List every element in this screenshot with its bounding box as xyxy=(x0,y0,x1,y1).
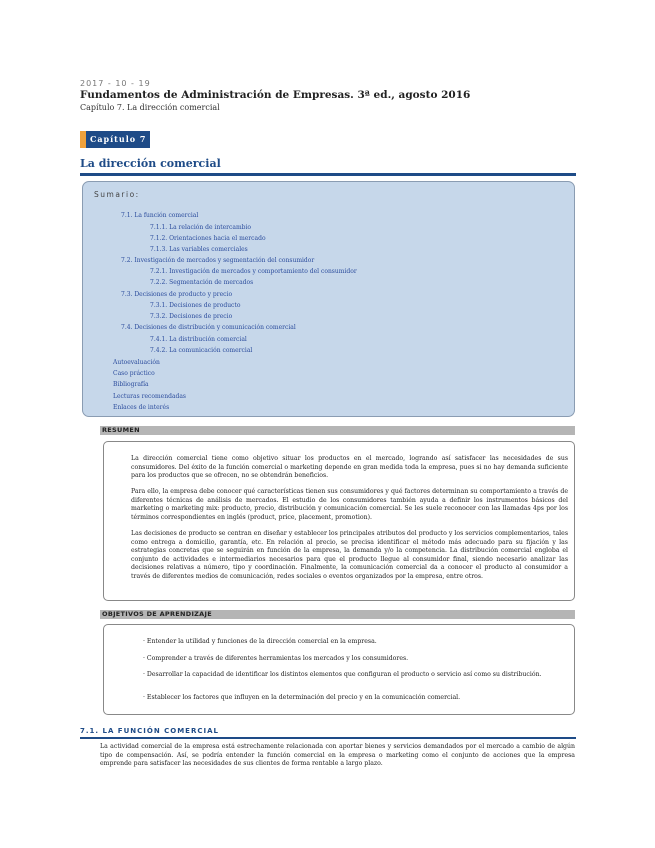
toc-item-7-4-2[interactable]: 7.4.2. La comunicación comercial xyxy=(150,347,253,354)
summary-label: Sumario: xyxy=(94,190,140,199)
section-7-1-divider xyxy=(80,737,576,739)
toc-item-7-4-1[interactable]: 7.4.1. La distribución comercial xyxy=(150,336,247,343)
publication-date: 2017 - 10 - 19 xyxy=(80,79,151,88)
objetivo-item-3: · Desarrollar la capacidad de identificar los distintos elementos que configuran el producto o servicio así como su distribución. xyxy=(143,671,542,678)
section-7-1-heading: 7.1. LA FUNCIÓN COMERCIAL xyxy=(80,727,219,735)
resumen-paragraph-3: Las decisiones de producto se centran en diseñar y establecer los principales atributos del producto y los servicios complementarios, tales como entrega a domicilio, garantía, etc. En relación al precio, se precisa identificar el método más adecuado para su fijación y las estrategias concretas que se seguirán en función de la empresa, la demanda y/o la competencia. La distribución comercial engloba el conjunto de actividades e intermediarios necesarios para que el producto llegue al consumidor final, siendo necesario analizar las decisiones relativas a número, tipo y coordinación. Finalmente, la comunicación comercial da a conocer el producto al consumidor a través de diferentes medios de comunicación, redes sociales o eventos organizados por la empresa, entre otros. xyxy=(131,530,568,580)
resumen-label: RESUMEN xyxy=(102,426,140,434)
toc-item-autoevaluacion[interactable]: Autoevaluación xyxy=(113,359,160,366)
resumen-bar xyxy=(100,426,575,435)
objetivo-item-4: · Establecer los factores que influyen en la determinación del precio y en la comunicación comercial. xyxy=(143,694,461,701)
book-title: Fundamentos de Administración de Empresas. 3ª ed., agosto 2016 xyxy=(80,89,471,101)
toc-item-7-1-3[interactable]: 7.1.3. Las variables comerciales xyxy=(150,246,248,253)
toc-item-7-2[interactable]: 7.2. Investigación de mercados y segmentación del consumidor xyxy=(121,257,315,264)
section-7-1-paragraph: La actividad comercial de la empresa está estrechamente relacionada con aportar bienes y servicios demandados por el mercado a cambio de algún tipo de compensación. Así, se podría entender la función comercial en la empresa o marketing como el conjunto de acciones que la empresa emprende para satisfacer las necesidades de sus clientes de forma rentable a largo plazo. xyxy=(100,743,575,768)
chapter-subtitle: Capítulo 7. La dirección comercial xyxy=(80,103,220,112)
title-divider xyxy=(80,173,576,176)
toc-item-7-3-2[interactable]: 7.3.2. Decisiones de precio xyxy=(150,313,233,320)
objetivo-item-2: · Comprender a través de diferentes herramientas los mercados y los consumidores. xyxy=(143,655,409,662)
objetivos-bar xyxy=(100,610,575,619)
chapter-title: La dirección comercial xyxy=(80,157,221,170)
toc-item-7-2-2[interactable]: 7.2.2. Segmentación de mercados xyxy=(150,279,254,286)
toc-item-7-3[interactable]: 7.3. Decisiones de producto y precio xyxy=(121,291,233,298)
toc-item-7-3-1[interactable]: 7.3.1. Decisiones de producto xyxy=(150,302,241,309)
resumen-paragraph-2: Para ello, la empresa debe conocer qué características tienen sus consumidores y qué factores determinan su comportamiento a través de diferentes técnicas de análisis de mercados. El estudio de los consumidores también ayuda a definir los instrumentos básicos del marketing o marketing mix: producto, precio, distribución y comunicación comercial. Se les suele reconocer con las llamadas 4ps por los términos correspondientes en inglés (product, price, placement, promotion). xyxy=(131,488,568,521)
toc-item-bibliografia[interactable]: Bibliografía xyxy=(113,381,149,388)
toc-item-7-1-1[interactable]: 7.1.1. La relación de intercambio xyxy=(150,224,252,231)
toc-item-7-1[interactable]: 7.1. La función comercial xyxy=(121,212,199,219)
toc-item-7-4[interactable]: 7.4. Decisiones de distribución y comunicación comercial xyxy=(121,324,296,331)
toc-item-lecturas[interactable]: Lecturas recomendadas xyxy=(113,393,187,400)
toc-item-7-2-1[interactable]: 7.2.1. Investigación de mercados y comportamiento del consumidor xyxy=(150,268,357,275)
toc-item-7-1-2[interactable]: 7.1.2. Orientaciones hacia el mercado xyxy=(150,235,266,242)
resumen-paragraph-1: La dirección comercial tiene como objetivo situar los productos en el mercado, logrando así satisfacer las necesidades de sus consumidores. Del éxito de la función comercial o marketing depende en gran medida toda la empresa, pues si no hay demanda suficiente para los productos que se ofrecen, no se obtendrán beneficios. xyxy=(131,455,568,480)
toc-item-caso-practico[interactable]: Caso práctico xyxy=(113,370,155,377)
objetivo-item-1: · Entender la utilidad y funciones de la dirección comercial en la empresa. xyxy=(143,638,377,645)
chapter-badge: Capítulo 7 xyxy=(80,131,150,148)
objetivos-label: OBJETIVOS DE APRENDIZAJE xyxy=(102,610,212,618)
toc-item-enlaces[interactable]: Enlaces de interés xyxy=(113,404,170,411)
